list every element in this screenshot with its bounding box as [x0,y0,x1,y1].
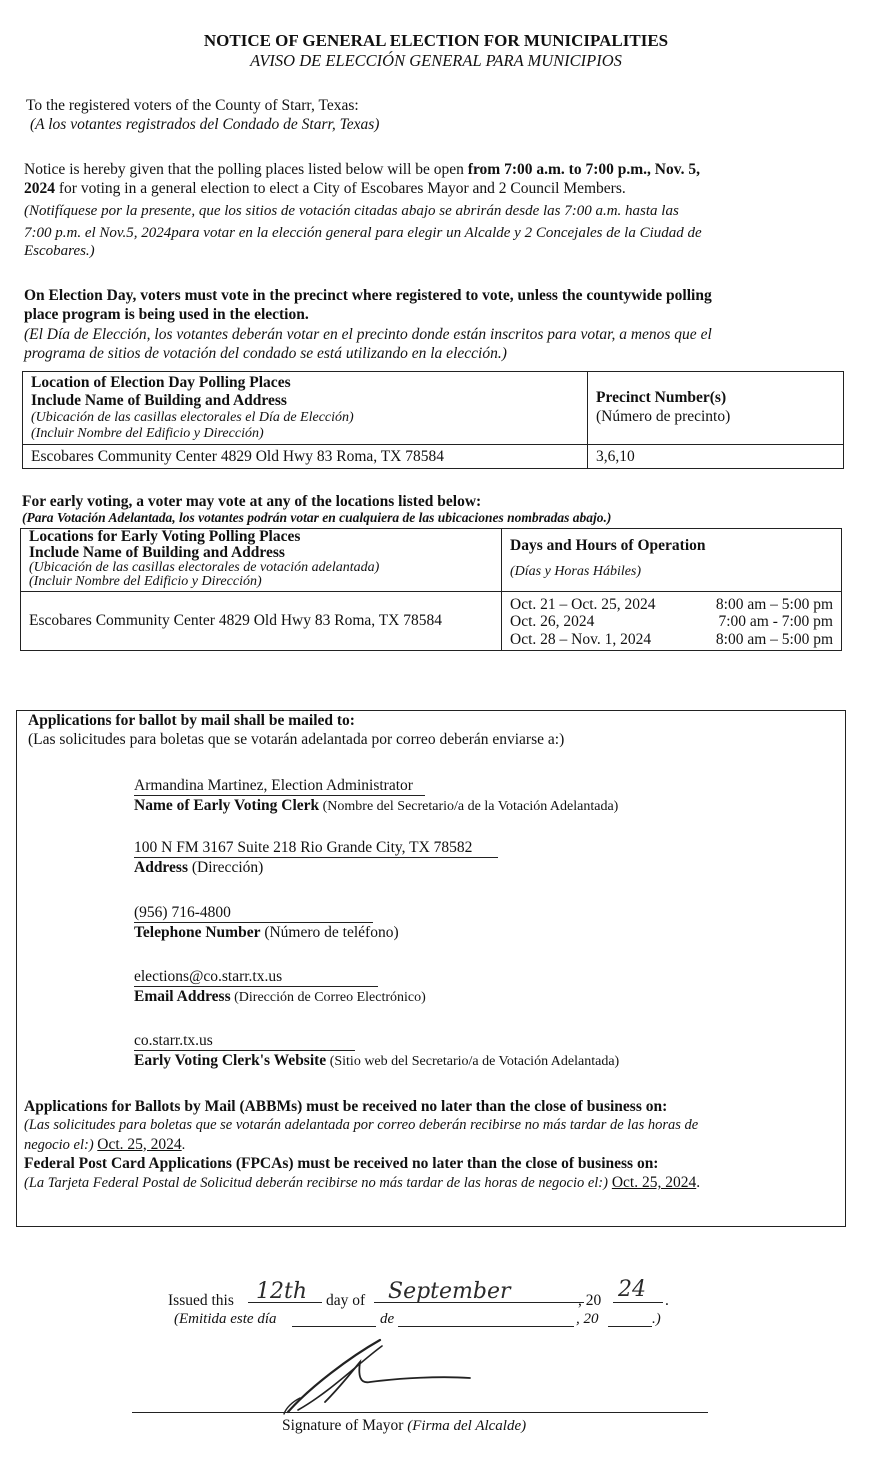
phone-label: Telephone Number [134,924,261,942]
table-header-row [21,529,842,592]
issued-year-label: , 20 [578,1292,602,1309]
early-voting-line: For early voting, a voter may vote at any of the locations listed below: [22,493,482,510]
header-line: (Incluir Nombre del Edificio y Dirección) [29,573,262,589]
notice-hours: from 7:00 a.m. to 7:00 p.m., Nov. 5, [467,161,700,178]
abbm-date: Oct. 25, 2024 [97,1135,182,1153]
schedule-hours: 8:00 am – 5:00 pm [715,596,833,614]
abbm-spanish-1: (Las solicitudes para boletas que se votarán adelantada por correo deberán recibirse no más tardar de las horas de [24,1117,699,1134]
header-line: Precinct Number(s) [596,389,727,407]
addressed-to [26,96,379,135]
clerk-address: 100 N FM 3167 Suite 218 Rio Grande City, TX 78582 [134,838,498,858]
hours-header [502,529,842,592]
issued-year: 24 [618,1277,646,1302]
early-voting-intro [22,492,611,525]
clerk-email: elections@co.starr.tx.us [134,967,378,987]
addressed-to-english: To the registered voters of the County of Starr, Texas: [26,97,359,114]
issued-day-of-label: day of [326,1292,366,1309]
notice-text-1: Notice is hereby given that the polling places listed below will be open [24,161,468,178]
early-voting-table [20,528,842,651]
mayor-signature [270,1332,510,1416]
website-label: Early Voting Clerk's Website [134,1052,327,1070]
mail-heading [28,711,838,750]
abbm-heading: Applications for Ballots by Mail (ABBMs) must be received no later than the close of business on: [24,1098,668,1115]
clerk-phone: (956) 716-4800 [134,903,373,923]
addressed-to-spanish: (A los votantes registrados del Condado de Starr, Texas) [30,116,380,134]
notice-spanish-2: 7:00 p.m. el Nov.5, 2024para votar en la elección general para elegir un Alcalde y 2 Concejales de la Ciudad de [24,224,702,241]
header-line: Include Name of Building and Address [29,543,285,561]
election-day-spanish-1: (El Día de Elección, los votantes deberán votar en el precinto donde están inscritos para votar, a menos que el [24,325,712,343]
schedule-days: Oct. 28 – Nov. 1, 2024 [510,630,652,648]
header-line: (Ubicación de las casillas electorales de votación adelantada) [29,559,380,575]
fpca-heading: Federal Post Card Applications (FPCAs) must be received no later than the close of business on: [24,1154,659,1172]
phone-block [134,903,824,943]
schedule-hours: 8:00 am – 5:00 pm [715,630,833,648]
issued-spanish-end: .) [652,1311,661,1327]
election-day-spanish-2: programa de sitios de votación del condado se está utilizando en la elección.) [24,345,507,363]
schedule-days: Oct. 26, 2024 [510,613,595,631]
early-voting-location-header [21,529,502,592]
election-day-location-header [23,372,588,445]
signature-line [132,1412,708,1413]
header-line: Location of Election Day Polling Places [31,374,291,391]
election-day-line-2: place program is being used in the election. [24,306,309,324]
header-line: (Días y Horas Hábiles) [510,563,642,579]
precinct-numbers: 3,6,10 [588,444,844,468]
header-line: (Incluir Nombre del Edificio y Dirección) [31,425,264,441]
page-title-spanish: AVISO DE ELECCIÓN GENERAL PARA MUNICIPIOS [250,51,622,71]
email-label: Email Address [134,988,231,1006]
clerk-name-block [134,776,824,816]
signature-caption [282,1416,526,1436]
issued-line [168,1278,768,1310]
issued-line-spanish [174,1310,774,1332]
precinct-header [588,372,844,445]
clerk-name: Armandina Martinez, Election Administrator [134,776,425,796]
address-block [134,838,824,878]
address-label: Address [134,859,188,877]
email-block [134,967,824,1007]
mail-heading-english: Applications for ballot by mail shall be mailed to: [28,712,355,729]
header-line: Include Name of Building and Address [31,391,287,409]
issued-spanish-20: , 20 [576,1311,599,1327]
clerk-label-spanish: (Nombre del Secretario/a de la Votación Adelantada) [319,799,619,815]
election-day-paragraph [24,286,844,364]
fpca-date: Oct. 25, 2024 [611,1174,697,1192]
page-title: NOTICE OF GENERAL ELECTION FOR MUNICIPALITIES [203,31,669,50]
email-label-spanish: (Dirección de Correo Electrónico) [230,990,426,1006]
spanish-day-line [292,1326,376,1327]
header-line: Days and Hours of Operation [510,537,706,554]
early-voting-spanish: (Para Votación Adelantada, los votantes podrán votar en cualquiera de las ubicaciones nombradas abajo.) [22,510,612,526]
issued-spanish-de: de [380,1311,395,1327]
schedule-days: Oct. 21 – Oct. 25, 2024 [510,596,656,614]
issued-month: September [388,1279,511,1304]
schedule-hours: 7:00 am - 7:00 pm [718,613,833,631]
issued-spanish-label: (Emitida este día [174,1311,277,1327]
clerk-website: co.starr.tx.us [134,1031,355,1051]
table-header-row [23,372,844,445]
table-row [23,444,844,468]
phone-label-spanish: (Número de teléfono) [260,924,399,942]
notice-year: 2024 [24,180,55,198]
signature-label: Signature of Mayor [282,1417,404,1434]
notice-spanish-3: Escobares.) [24,243,95,260]
issued-day: 12th [256,1279,308,1304]
header-line: Locations for Early Voting Polling Places [29,528,301,545]
issued-period: . [665,1292,669,1309]
notice-paragraph [24,160,824,261]
header-line: (Ubicación de las casillas electorales el Día de Elección) [31,409,354,425]
fpca-spanish: (La Tarjeta Federal Postal de Solicitud deberán recibirse no más tardar de las horas de negocio el:) [24,1175,608,1192]
deadline-block: Applications for Ballots by Mail (ABBMs) must be received no later than the close of business on: (Las solicitudes para boletas que se votarán adelantada por correo deberán recibirse no más tardar de las horas de negocio el:) Oct. 25, 2024. Federal Post Card Applications (FPCAs) must be received no later than the close of business on: (La Tarjeta Federal Postal de Solicitud deberán recibirse no más tardar de las horas de negocio el:) Oct. 25, 2024. [24,1097,839,1193]
election-day-location: Escobares Community Center 4829 Old Hwy 83 Roma, TX 78584 [23,444,588,468]
signature-label-spanish: (Firma del Alcalde) [407,1418,527,1434]
early-voting-location: Escobares Community Center 4829 Old Hwy 83 Roma, TX 78584 [21,592,502,651]
issued-label: Issued this [168,1292,234,1309]
header-line: (Número de precinto) [596,407,731,425]
table-row [21,592,842,651]
spanish-year-line [608,1326,652,1327]
website-block [134,1031,824,1071]
schedule-cell [502,592,842,651]
abbm-spanish-2: negocio el:) [24,1136,94,1153]
spanish-month-line [398,1326,574,1327]
notice-spanish-1: (Notifíquese por la presente, que los sitios de votación citadas abajo se abrirán desde las 7:00 a.m. hasta las [24,202,679,219]
address-label-spanish: (Dirección) [187,859,264,877]
notice-text-2: for voting in a general election to elect a City of Escobares Mayor and 2 Council Members. [55,180,626,198]
election-day-table [22,371,844,469]
election-day-line-1: On Election Day, voters must vote in the precinct where registered to vote, unless the countywide polling [24,287,712,304]
schedule-row [510,596,833,613]
title-block [0,30,872,72]
schedule-row [510,631,833,648]
mail-heading-spanish: (Las solicitudes para boletas que se votarán adelantada por correo deberán enviarse a:) [28,731,565,749]
schedule-row [510,613,833,630]
website-label-spanish: (Sitio web del Secretario/a de Votación Adelantada) [326,1054,620,1070]
clerk-label: Name of Early Voting Clerk [134,797,320,815]
